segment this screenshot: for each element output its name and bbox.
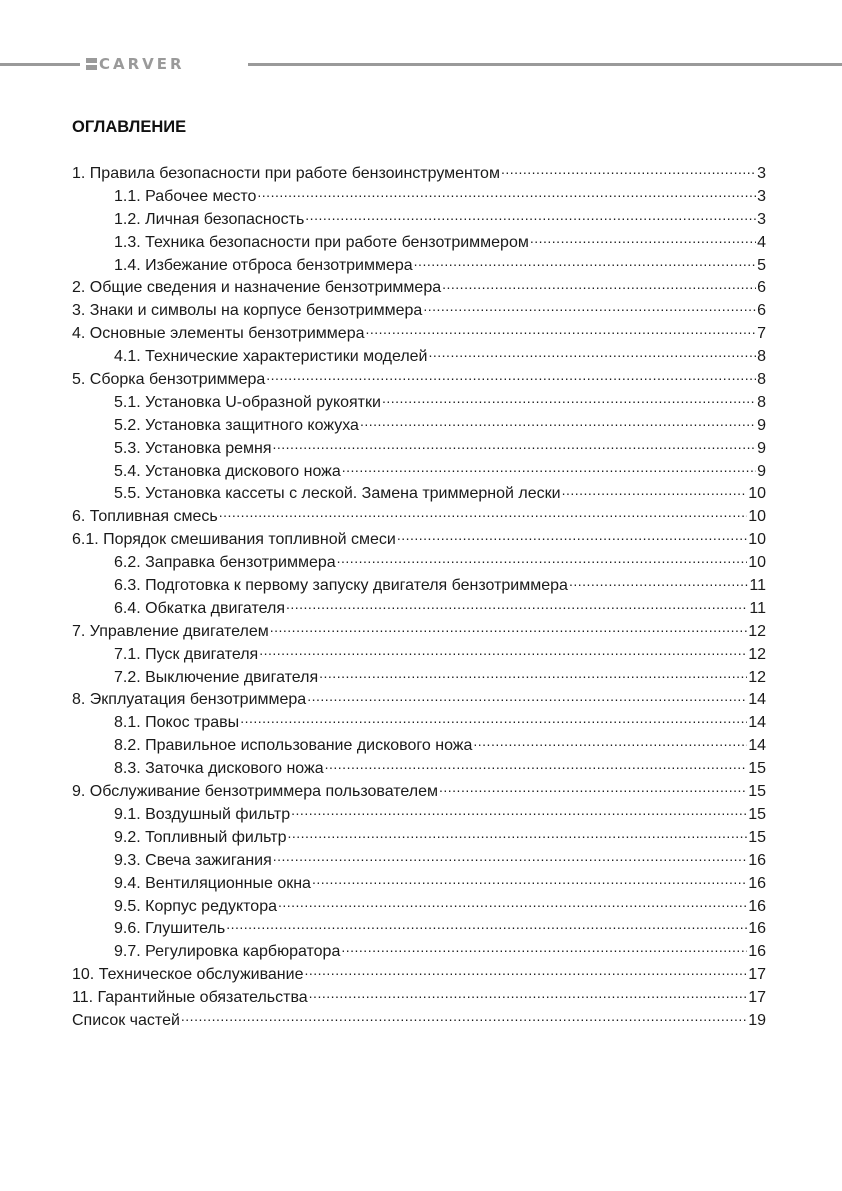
toc-dot-leader <box>442 276 756 292</box>
toc-entry-title: 1.4. Избежание отброса бензотриммера <box>114 256 413 274</box>
toc-dot-leader <box>257 185 756 201</box>
toc-entry-page: 10 <box>748 531 766 549</box>
toc-entry-page: 17 <box>748 966 766 984</box>
toc-dot-leader <box>337 551 748 567</box>
toc-entry-title: 5.4. Установка дискового ножа <box>114 462 341 480</box>
toc-entry-page: 15 <box>748 760 766 778</box>
header-rule-left <box>0 63 80 66</box>
toc-entry-title: 3. Знаки и символы на корпусе бензотриммера <box>72 302 423 320</box>
toc-entry-page: 12 <box>748 668 766 686</box>
toc-dot-leader <box>382 391 756 407</box>
toc-dot-leader <box>273 437 757 453</box>
toc-dot-leader <box>181 1009 747 1025</box>
toc-entry-page: 10 <box>748 485 766 503</box>
toc-dot-leader <box>319 666 747 682</box>
toc-entry-page: 6 <box>757 279 766 297</box>
toc-entry[interactable] <box>72 208 766 231</box>
toc-dot-leader <box>226 917 747 933</box>
toc-entry-page: 16 <box>748 851 766 869</box>
toc-entry-page: 12 <box>748 645 766 663</box>
toc-entry-page: 8 <box>757 393 766 411</box>
toc-entry[interactable] <box>72 917 766 940</box>
toc-entry-page: 10 <box>748 508 766 526</box>
toc-entry-title: 11. Гарантийные обязательства <box>72 989 308 1007</box>
toc-entry[interactable] <box>72 688 766 711</box>
toc-entry[interactable] <box>72 940 766 963</box>
toc-entry[interactable] <box>72 895 766 918</box>
toc-dot-leader <box>287 826 747 842</box>
toc-entry-title: 5.5. Установка кассеты с леской. Замена триммерной лески <box>114 485 561 503</box>
toc-entry-page: 16 <box>748 943 766 961</box>
toc-entry-title: 6. Топливная смесь <box>72 508 218 526</box>
toc-entry-title: 6.2. Заправка бензотриммера <box>114 554 336 572</box>
toc-entry[interactable] <box>72 826 766 849</box>
toc-dot-leader <box>312 872 747 888</box>
toc-entry-title: 5.1. Установка U-образной рукоятки <box>114 393 381 411</box>
toc-entry[interactable] <box>72 368 766 391</box>
toc-entry-title: 6.4. Обкатка двигателя <box>114 599 285 617</box>
toc-entry-title: 5.2. Установка защитного кожуха <box>114 416 359 434</box>
toc-entry-title: 1.1. Рабочее место <box>114 187 257 205</box>
toc-dot-leader <box>429 345 757 361</box>
toc-title: ОГЛАВЛЕНИЕ <box>72 118 187 136</box>
toc-entry-page: 9 <box>757 462 766 480</box>
toc-dot-leader <box>342 460 756 476</box>
toc-entry[interactable] <box>72 711 766 734</box>
toc-entry-title: 4. Основные элементы бензотриммера <box>72 325 365 343</box>
toc-dot-leader <box>305 208 756 224</box>
toc-entry[interactable] <box>72 254 766 277</box>
toc-dot-leader <box>291 803 747 819</box>
toc-dot-leader <box>273 849 747 865</box>
toc-entry-title: 9.5. Корпус редуктора <box>114 897 277 915</box>
toc-entry[interactable] <box>72 849 766 872</box>
toc-entry-title: 9.7. Регулировка карбюратора <box>114 943 341 961</box>
toc-entry-page: 14 <box>748 737 766 755</box>
toc-entry-title: 7. Управление двигателем <box>72 622 269 640</box>
toc-dot-leader <box>569 574 748 590</box>
toc-entry-page: 8 <box>757 348 766 366</box>
toc-entry-page: 19 <box>748 1011 766 1029</box>
toc-dot-leader <box>365 322 756 338</box>
toc-entry-page: 15 <box>748 783 766 801</box>
toc-entry-page: 4 <box>757 233 766 251</box>
toc-entry[interactable] <box>72 597 766 620</box>
toc-entry[interactable] <box>72 872 766 895</box>
toc-entry[interactable] <box>72 437 766 460</box>
toc-entry-title: 9.4. Вентиляционные окна <box>114 874 311 892</box>
toc-dot-leader <box>286 597 748 613</box>
toc-entry[interactable] <box>72 299 766 322</box>
toc-dot-leader <box>530 231 756 247</box>
toc-entry[interactable] <box>72 803 766 826</box>
toc-entry-page: 7 <box>757 325 766 343</box>
toc-entry-page: 15 <box>748 805 766 823</box>
toc-entry-title: 7.1. Пуск двигателя <box>114 645 259 663</box>
toc-entry[interactable] <box>72 551 766 574</box>
toc-entry-page: 11 <box>749 577 766 595</box>
toc-entry[interactable] <box>72 757 766 780</box>
toc-entry-title: 7.2. Выключение двигателя <box>114 668 319 686</box>
toc-entry-title: 4.1. Технические характеристики моделей <box>114 348 428 366</box>
toc-dot-leader <box>473 734 747 750</box>
toc-entry[interactable] <box>72 666 766 689</box>
toc-dot-leader <box>341 940 747 956</box>
toc-dot-leader <box>240 711 747 727</box>
toc-entry-title: 5.3. Установка ремня <box>114 439 272 457</box>
toc-entry-title: 6.1. Порядок смешивания топливной смеси <box>72 531 396 549</box>
toc-entry-title: 9.3. Свеча зажигания <box>114 851 272 869</box>
toc-entry-page: 11 <box>749 599 766 617</box>
toc-dot-leader <box>307 688 747 704</box>
toc-entry[interactable] <box>72 574 766 597</box>
toc-entry[interactable] <box>72 322 766 345</box>
toc-dot-leader <box>439 780 747 796</box>
toc-entry[interactable] <box>72 345 766 368</box>
toc-entry-title: 8.3. Заточка дискового ножа <box>114 760 324 778</box>
toc-entry[interactable] <box>72 231 766 254</box>
toc-entry-title: 8. Экплуатация бензотриммера <box>72 691 307 709</box>
toc-entry-title: 9.2. Топливный фильтр <box>114 828 287 846</box>
toc-entry-page: 6 <box>757 302 766 320</box>
toc-entry[interactable] <box>72 643 766 666</box>
toc-dot-leader <box>423 299 756 315</box>
toc-entry-page: 14 <box>748 691 766 709</box>
toc-entry[interactable] <box>72 963 766 986</box>
toc-dot-leader <box>562 482 748 498</box>
toc-entry-page: 14 <box>748 714 766 732</box>
toc-entry-title: 1.2. Личная безопасность <box>114 210 305 228</box>
toc-entry-page: 8 <box>757 371 766 389</box>
toc-entry-title: 1.3. Техника безопасности при работе бензотриммером <box>114 233 529 251</box>
toc-entry[interactable] <box>72 414 766 437</box>
toc-entry[interactable] <box>72 780 766 803</box>
brand-name: CARVER <box>99 55 185 73</box>
toc-entry-page: 16 <box>748 897 766 915</box>
brand-logo <box>86 56 185 72</box>
toc-entry-page: 3 <box>757 165 766 182</box>
toc-entry-page: 3 <box>757 187 766 205</box>
toc-dot-leader <box>270 620 747 636</box>
table-of-contents <box>72 162 766 1032</box>
toc-entry-title: 8.1. Покос травы <box>114 714 240 732</box>
toc-entry[interactable] <box>72 1009 766 1032</box>
toc-entry-title: 2. Общие сведения и назначение бензотриммера <box>72 279 442 297</box>
toc-entry[interactable] <box>72 734 766 757</box>
brand-mark-icon <box>86 58 97 70</box>
toc-entry-title: 9. Обслуживание бензотриммера пользователем <box>72 783 438 801</box>
toc-entry-title: 9.1. Воздушный фильтр <box>114 805 291 823</box>
toc-entry-page: 12 <box>748 622 766 640</box>
toc-entry-title: 1. Правила безопасности при работе бензоинструментом <box>72 165 500 182</box>
toc-dot-leader <box>325 757 748 773</box>
toc-entry-title: 10. Техническое обслуживание <box>72 966 304 984</box>
toc-entry[interactable] <box>72 276 766 299</box>
toc-entry-page: 15 <box>748 828 766 846</box>
page-header <box>0 56 842 72</box>
toc-dot-leader <box>278 895 747 911</box>
toc-entry-page: 17 <box>748 989 766 1007</box>
toc-entry-title: Список частей <box>72 1011 180 1029</box>
toc-entry-page: 16 <box>748 874 766 892</box>
toc-entry[interactable] <box>72 482 766 505</box>
toc-entry[interactable] <box>72 185 766 208</box>
toc-entry-title: 6.3. Подготовка к первому запуску двигателя бензотриммера <box>114 577 568 595</box>
toc-entry-title: 9.6. Глушитель <box>114 920 226 938</box>
header-rule-right <box>248 63 842 66</box>
toc-entry[interactable] <box>72 460 766 483</box>
toc-dot-leader <box>259 643 747 659</box>
toc-entry-page: 9 <box>757 439 766 457</box>
toc-dot-leader <box>414 254 756 270</box>
toc-entry-title: 8.2. Правильное использование дискового ножа <box>114 737 473 755</box>
toc-entry-page: 9 <box>757 416 766 434</box>
toc-entry[interactable] <box>72 620 766 643</box>
toc-entry-page: 5 <box>757 256 766 274</box>
toc-dot-leader <box>397 528 747 544</box>
toc-entry[interactable] <box>72 505 766 528</box>
toc-dot-leader <box>309 986 748 1002</box>
toc-entry[interactable] <box>72 986 766 1009</box>
toc-dot-leader <box>266 368 756 384</box>
toc-dot-leader <box>360 414 756 430</box>
toc-entry-page: 16 <box>748 920 766 938</box>
toc-entry-page: 10 <box>748 554 766 572</box>
toc-entry-title: 5. Сборка бензотриммера <box>72 371 266 389</box>
toc-dot-leader <box>501 162 756 178</box>
toc-entry[interactable] <box>72 162 766 185</box>
toc-entry-page: 3 <box>757 210 766 228</box>
toc-dot-leader <box>219 505 747 521</box>
toc-entry[interactable] <box>72 391 766 414</box>
toc-dot-leader <box>304 963 747 979</box>
toc-entry[interactable] <box>72 528 766 551</box>
